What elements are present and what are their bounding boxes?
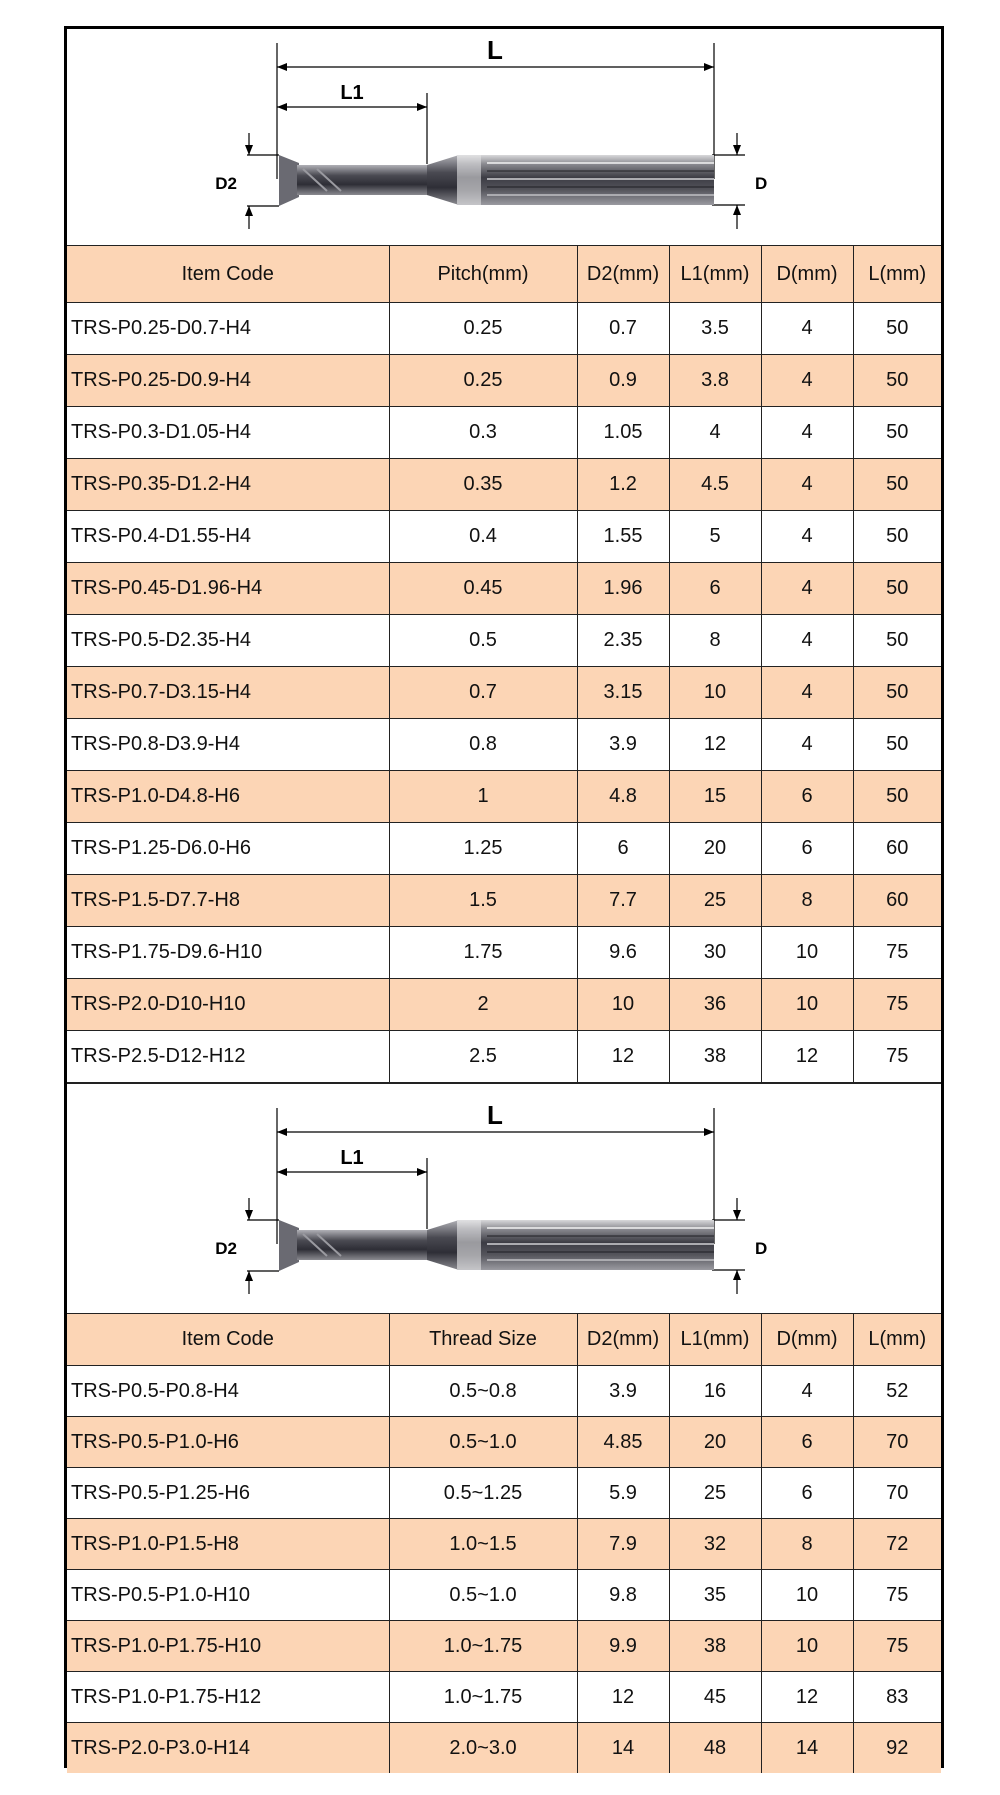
table-cell: 5.9 <box>577 1468 669 1519</box>
table-row <box>67 303 941 355</box>
table-cell: 36 <box>669 979 761 1031</box>
table-cell: 0.7 <box>577 303 669 355</box>
table-cell: 0.7 <box>389 667 577 719</box>
table-cell: 4.5 <box>669 459 761 511</box>
table-cell: 0.9 <box>577 355 669 407</box>
table-row <box>67 771 941 823</box>
table-cell: 75 <box>853 979 941 1031</box>
table-cell: 4 <box>761 511 853 563</box>
table-cell: 38 <box>669 1031 761 1083</box>
table-row <box>67 1621 941 1672</box>
item-code-cell: TRS-P0.5-D2.35-H4 <box>67 615 389 667</box>
item-code-cell: TRS-P0.7-D3.15-H4 <box>67 667 389 719</box>
table-cell: 50 <box>853 771 941 823</box>
table-cell: 48 <box>669 1723 761 1774</box>
table-cell: 20 <box>669 1417 761 1468</box>
table-cell: 72 <box>853 1519 941 1570</box>
table-cell: 0.35 <box>389 459 577 511</box>
table-cell: 1.0~1.75 <box>389 1621 577 1672</box>
table-cell: 4 <box>761 303 853 355</box>
table-cell: 75 <box>853 1031 941 1083</box>
table-cell: 1.25 <box>389 823 577 875</box>
product-sheet <box>64 26 944 1768</box>
table-cell: 3.8 <box>669 355 761 407</box>
table-cell: 20 <box>669 823 761 875</box>
table-cell: 1 <box>389 771 577 823</box>
table-cell: 6 <box>761 771 853 823</box>
spec-table-pitch <box>67 246 941 1083</box>
table-cell: 25 <box>669 875 761 927</box>
table-cell: 1.96 <box>577 563 669 615</box>
table-cell: 38 <box>669 1621 761 1672</box>
table-cell: 0.5~1.0 <box>389 1570 577 1621</box>
column-header: Pitch(mm) <box>389 246 577 303</box>
table-cell: 0.4 <box>389 511 577 563</box>
table-row <box>67 1519 941 1570</box>
table-cell: 30 <box>669 927 761 979</box>
table-cell: 8 <box>669 615 761 667</box>
column-header: D2(mm) <box>577 246 669 303</box>
table-row <box>67 1031 941 1083</box>
table-cell: 1.5 <box>389 875 577 927</box>
table-row <box>67 1723 941 1774</box>
table-cell: 12 <box>577 1672 669 1723</box>
column-header: Item Code <box>67 246 389 303</box>
dim-label-l1: L1 <box>340 82 364 104</box>
item-code-cell: TRS-P0.5-P1.25-H6 <box>67 1468 389 1519</box>
item-code-cell: TRS-P2.0-P3.0-H14 <box>67 1723 389 1774</box>
table-cell: 70 <box>853 1417 941 1468</box>
item-code-cell: TRS-P0.5-P0.8-H4 <box>67 1366 389 1417</box>
table-cell: 7.7 <box>577 875 669 927</box>
table-row <box>67 511 941 563</box>
item-code-cell: TRS-P1.0-P1.75-H10 <box>67 1621 389 1672</box>
table-cell: 50 <box>853 459 941 511</box>
table-cell: 0.25 <box>389 303 577 355</box>
table-cell: 6 <box>761 1468 853 1519</box>
table-cell: 45 <box>669 1672 761 1723</box>
table-row <box>67 1468 941 1519</box>
item-code-cell: TRS-P1.5-D7.7-H8 <box>67 875 389 927</box>
tool-dimension-diagram-2 <box>67 1083 941 1314</box>
table-cell: 60 <box>853 823 941 875</box>
table-cell: 50 <box>853 303 941 355</box>
table-cell: 70 <box>853 1468 941 1519</box>
table-cell: 0.8 <box>389 719 577 771</box>
table-cell: 6 <box>669 563 761 615</box>
table-cell: 7.9 <box>577 1519 669 1570</box>
item-code-cell: TRS-P0.8-D3.9-H4 <box>67 719 389 771</box>
table-cell: 8 <box>761 1519 853 1570</box>
table-cell: 4.8 <box>577 771 669 823</box>
item-code-cell: TRS-P2.5-D12-H12 <box>67 1031 389 1083</box>
table-cell: 10 <box>577 979 669 1031</box>
table-cell: 50 <box>853 667 941 719</box>
table-row <box>67 823 941 875</box>
table-cell: 0.3 <box>389 407 577 459</box>
dim-label-d: D <box>755 1239 768 1258</box>
table-cell: 0.5~0.8 <box>389 1366 577 1417</box>
table-cell: 14 <box>761 1723 853 1774</box>
table-cell: 9.8 <box>577 1570 669 1621</box>
dim-label-d2: D2 <box>215 174 237 193</box>
dim-label-l: L <box>487 35 503 65</box>
table-cell: 50 <box>853 355 941 407</box>
column-header: Item Code <box>67 1314 389 1366</box>
table-row <box>67 927 941 979</box>
table-cell: 9.6 <box>577 927 669 979</box>
table-cell: 3.9 <box>577 719 669 771</box>
table-cell: 60 <box>853 875 941 927</box>
column-header: L1(mm) <box>669 1314 761 1366</box>
table-cell: 14 <box>577 1723 669 1774</box>
table-cell: 75 <box>853 1570 941 1621</box>
table-cell: 12 <box>761 1672 853 1723</box>
table-row <box>67 667 941 719</box>
table-cell: 50 <box>853 719 941 771</box>
table-cell: 2 <box>389 979 577 1031</box>
table-row <box>67 459 941 511</box>
table-row <box>67 407 941 459</box>
table-row <box>67 979 941 1031</box>
table-cell: 3.15 <box>577 667 669 719</box>
column-header: L1(mm) <box>669 246 761 303</box>
table-cell: 6 <box>761 823 853 875</box>
table-cell: 75 <box>853 1621 941 1672</box>
table-cell: 1.2 <box>577 459 669 511</box>
table-row <box>67 1570 941 1621</box>
table-cell: 15 <box>669 771 761 823</box>
dim-label-d2: D2 <box>215 1239 237 1258</box>
table-cell: 52 <box>853 1366 941 1417</box>
table-cell: 75 <box>853 927 941 979</box>
table-header-row <box>67 1314 941 1366</box>
item-code-cell: TRS-P1.75-D9.6-H10 <box>67 927 389 979</box>
table-cell: 0.5~1.0 <box>389 1417 577 1468</box>
table-cell: 10 <box>669 667 761 719</box>
column-header: L(mm) <box>853 246 941 303</box>
table-cell: 0.5~1.25 <box>389 1468 577 1519</box>
table-cell: 4 <box>761 615 853 667</box>
item-code-cell: TRS-P0.3-D1.05-H4 <box>67 407 389 459</box>
table-cell: 1.05 <box>577 407 669 459</box>
item-code-cell: TRS-P0.5-P1.0-H10 <box>67 1570 389 1621</box>
table-cell: 2.0~3.0 <box>389 1723 577 1774</box>
table-row <box>67 1417 941 1468</box>
table-cell: 2.35 <box>577 615 669 667</box>
table-cell: 1.0~1.5 <box>389 1519 577 1570</box>
table-row <box>67 719 941 771</box>
table-cell: 12 <box>577 1031 669 1083</box>
table-row <box>67 615 941 667</box>
table-cell: 4 <box>761 1366 853 1417</box>
dim-label-l: L <box>487 1100 503 1130</box>
end-mill-drawing <box>67 29 941 245</box>
table-row <box>67 875 941 927</box>
column-header: Thread Size <box>389 1314 577 1366</box>
item-code-cell: TRS-P0.25-D0.7-H4 <box>67 303 389 355</box>
item-code-cell: TRS-P0.35-D1.2-H4 <box>67 459 389 511</box>
table-cell: 6 <box>577 823 669 875</box>
table-cell: 4 <box>761 459 853 511</box>
item-code-cell: TRS-P0.45-D1.96-H4 <box>67 563 389 615</box>
table-cell: 92 <box>853 1723 941 1774</box>
item-code-cell: TRS-P1.25-D6.0-H6 <box>67 823 389 875</box>
table-cell: 50 <box>853 407 941 459</box>
table-row <box>67 563 941 615</box>
table-cell: 1.55 <box>577 511 669 563</box>
column-header: L(mm) <box>853 1314 941 1366</box>
table-cell: 4 <box>761 667 853 719</box>
table-header-row <box>67 246 941 303</box>
table-cell: 4 <box>761 407 853 459</box>
table-cell: 1.75 <box>389 927 577 979</box>
table-cell: 4 <box>761 719 853 771</box>
table-cell: 0.45 <box>389 563 577 615</box>
table-cell: 3.5 <box>669 303 761 355</box>
table-cell: 3.9 <box>577 1366 669 1417</box>
table-cell: 4.85 <box>577 1417 669 1468</box>
item-code-cell: TRS-P1.0-D4.8-H6 <box>67 771 389 823</box>
spec-table-thread-size <box>67 1314 941 1773</box>
table-row <box>67 1672 941 1723</box>
table-cell: 0.25 <box>389 355 577 407</box>
table-cell: 32 <box>669 1519 761 1570</box>
table-cell: 2.5 <box>389 1031 577 1083</box>
table-cell: 6 <box>761 1417 853 1468</box>
table-cell: 0.5 <box>389 615 577 667</box>
column-header: D(mm) <box>761 1314 853 1366</box>
table-cell: 83 <box>853 1672 941 1723</box>
item-code-cell: TRS-P0.25-D0.9-H4 <box>67 355 389 407</box>
table-cell: 35 <box>669 1570 761 1621</box>
table-cell: 9.9 <box>577 1621 669 1672</box>
item-code-cell: TRS-P0.5-P1.0-H6 <box>67 1417 389 1468</box>
table-cell: 10 <box>761 927 853 979</box>
table-cell: 1.0~1.75 <box>389 1672 577 1723</box>
table-cell: 12 <box>669 719 761 771</box>
item-code-cell: TRS-P2.0-D10-H10 <box>67 979 389 1031</box>
table-cell: 4 <box>761 355 853 407</box>
table-cell: 10 <box>761 979 853 1031</box>
column-header: D(mm) <box>761 246 853 303</box>
table-row <box>67 1366 941 1417</box>
item-code-cell: TRS-P1.0-P1.75-H12 <box>67 1672 389 1723</box>
dim-label-d: D <box>755 174 768 193</box>
table-cell: 8 <box>761 875 853 927</box>
table-cell: 10 <box>761 1570 853 1621</box>
table-row <box>67 355 941 407</box>
table-cell: 50 <box>853 615 941 667</box>
end-mill-drawing <box>67 1084 941 1313</box>
item-code-cell: TRS-P1.0-P1.5-H8 <box>67 1519 389 1570</box>
table-cell: 50 <box>853 563 941 615</box>
column-header: D2(mm) <box>577 1314 669 1366</box>
table-cell: 25 <box>669 1468 761 1519</box>
table-cell: 16 <box>669 1366 761 1417</box>
tool-dimension-diagram-1 <box>67 29 941 246</box>
table-cell: 12 <box>761 1031 853 1083</box>
table-cell: 5 <box>669 511 761 563</box>
table-cell: 4 <box>761 563 853 615</box>
item-code-cell: TRS-P0.4-D1.55-H4 <box>67 511 389 563</box>
table-cell: 50 <box>853 511 941 563</box>
table-cell: 10 <box>761 1621 853 1672</box>
table-cell: 4 <box>669 407 761 459</box>
dim-label-l1: L1 <box>340 1147 364 1169</box>
